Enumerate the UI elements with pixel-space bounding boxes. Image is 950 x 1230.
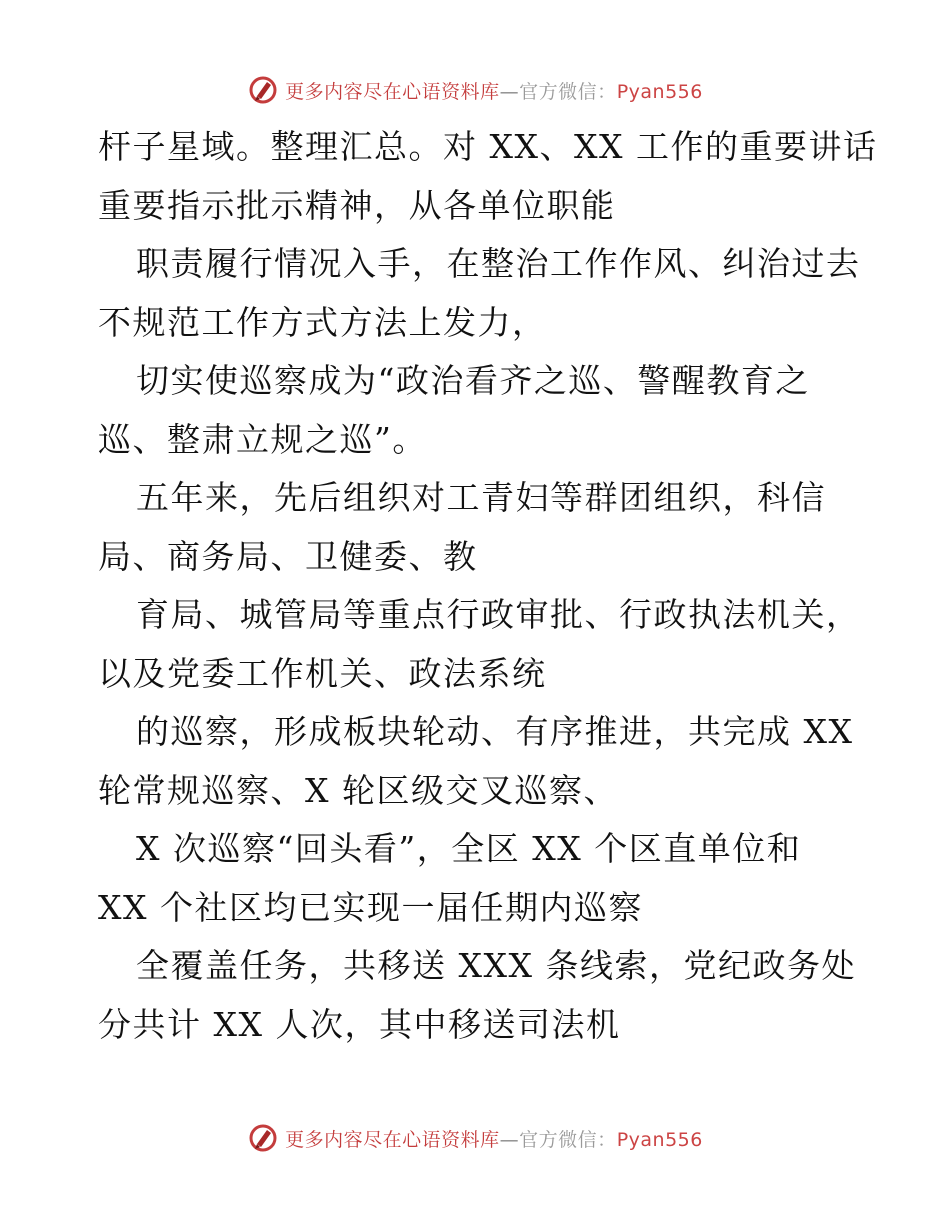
text-line: 以及党委工作机关、政法系统	[98, 653, 547, 693]
watermark-main-text: 更多内容尽在心语资料库	[285, 1128, 500, 1151]
text-line: 不规范工作方式方法上发力，	[98, 302, 547, 342]
text-line: 五年来，先后组织对工青妇等群团组织，科信	[136, 478, 826, 517]
text-line: 巡、整肃立规之巡”。	[98, 419, 427, 459]
text-line: 分共计 XX 人次，其中移送司法机	[98, 1004, 621, 1044]
text-line: 轮常规巡察、X 轮区级交叉巡察、	[98, 770, 618, 810]
watermark-main-text: 更多内容尽在心语资料库	[285, 80, 500, 103]
text-line: 育局、城管局等重点行政审批、行政执法机关，	[136, 595, 861, 634]
document-body	[98, 118, 878, 1054]
header-watermark	[0, 70, 950, 110]
footer-watermark	[0, 1118, 950, 1158]
watermark-dash: —	[499, 1128, 520, 1151]
text-line: 重要指示批示精神，从各单位职能	[98, 185, 616, 225]
pen-nib-circle-icon	[247, 1122, 279, 1154]
text-line: X 次巡察“回头看”，全区 XX 个区直单位和	[136, 829, 802, 868]
text-line: XX 个社区均已实现一届任期内巡察	[98, 887, 643, 927]
watermark-label: 官方微信：	[519, 80, 617, 103]
watermark-label: 官方微信：	[519, 1128, 617, 1151]
watermark-id: Pyan556	[616, 80, 703, 103]
pen-nib-circle-icon	[247, 74, 279, 106]
watermark-dash: —	[499, 80, 520, 103]
text-line: 的巡察，形成板块轮动、有序推进，共完成 XX	[136, 712, 854, 751]
text-line: 全覆盖任务，共移送 XXX 条线索，党纪政务处	[136, 946, 856, 985]
text-line: 局、商务局、卫健委、教	[98, 536, 478, 576]
text-line: 职责履行情况入手，在整治工作作风、纠治过去	[136, 244, 861, 283]
text-line: 杆子星域。整理汇总。对 XX、XX 工作的重要讲话	[98, 127, 878, 166]
text-line: 切实使巡察成为“政治看齐之巡、警醒教育之	[136, 361, 810, 400]
watermark-id: Pyan556	[616, 1128, 703, 1151]
